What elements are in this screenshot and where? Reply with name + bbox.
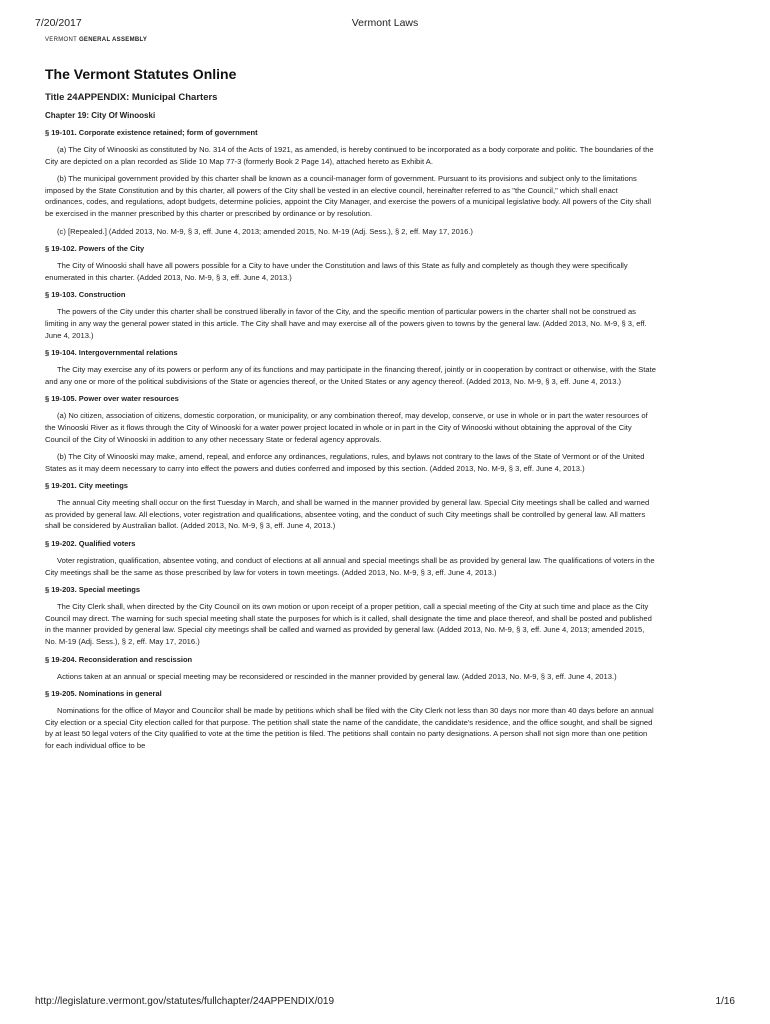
section-heading[interactable]: § 19-103. Construction xyxy=(45,290,126,300)
section-paragraph: The City may exercise any of its powers or perform any of its functions and may participate in the financing thereof, jointly or in cooperation by contract or otherwise, with the State and any one or more of the political subdivisions of the State or agencies thereof, or the United States or any agency thereof. (Added 2013, No. M-9, § 3, eff. June 4, 2013.) xyxy=(45,365,656,386)
brand-general-assembly: GENERAL ASSEMBLY xyxy=(78,37,148,43)
section-heading[interactable]: § 19-105. Power over water resources xyxy=(45,394,179,404)
section-paragraph: (a) The City of Winooski as constituted by No. 314 of the Acts of 1921, as amended, is hereby continued to be incorporated as a body corporate and politic. The boundaries of the City are depicted on a plan recorded as Slide 10 Map 77-3 (formerly Book 2 Page 14), attached hereto as Exhibit A. xyxy=(45,145,654,166)
section-paragraph: The City Clerk shall, when directed by the City Council on its own motion or upon receipt of a proper petition, call a special meeting of the City at such time and place as the City Council may direct. The warning for such special meeting shall state the purposes for which is it called, shall designate the time and place thereof, and shall be posted and published in the manner provided by general law. Special city meetings shall be called and warned as provided by general law. (Added 2013, No. M-9, § 3, eff. June 4, 2013; amended 2015, No. M-19 (Adj. Sess.), § 2, eff. May 17, 2016.) xyxy=(45,602,652,647)
statute-section xyxy=(45,128,657,237)
statute-section xyxy=(45,655,657,683)
statute-section xyxy=(45,689,657,751)
print-footer xyxy=(35,996,735,1010)
brand-vermont: VERMONT xyxy=(45,37,77,43)
print-url: http://legislature.vermont.gov/statutes/fullchapter/24APPENDIX/019 xyxy=(35,996,335,1007)
section-paragraph: (b) The City of Winooski may make, amend, repeal, and enforce any ordinances, regulations, rules, and bylaws not contrary to the laws of the State of Vermont or of the United States as it may deem necessary to carry into effect the powers and duties conferred and imposed by this section. (Added 2013, No. M-9, § 3, eff. June 4, 2013.) xyxy=(45,452,645,473)
section-paragraph: The powers of the City under this charter shall be construed liberally in favor of the City, and the specific mention of particular powers in the charter shall not be construed as limiting in any way the general power stated in this article. The City shall have and may exercise all of the powers given to towns by the general law. (Added 2013, No. M-9, § 3, eff. June 4, 2013.) xyxy=(45,307,647,340)
section-heading[interactable]: § 19-104. Intergovernmental relations xyxy=(45,348,178,358)
section-heading[interactable]: § 19-205. Nominations in general xyxy=(45,689,162,699)
section-paragraph: (c) [Repealed.] (Added 2013, No. M-9, § 3, eff. June 4, 2013; amended 2015, No. M-19 (Adj. Sess.), § 2, eff. May 17, 2016.) xyxy=(57,226,473,236)
page-heading: The Vermont Statutes Online xyxy=(45,66,237,82)
title-heading: Title 24APPENDIX: Municipal Charters xyxy=(45,92,218,103)
statute-section xyxy=(45,539,657,578)
statute-section xyxy=(45,290,657,341)
print-date: 7/20/2017 xyxy=(35,17,82,29)
section-heading[interactable]: § 19-102. Powers of the City xyxy=(45,244,145,254)
section-heading[interactable]: § 19-204. Reconsideration and rescission xyxy=(45,654,193,664)
statute-section xyxy=(45,394,657,474)
print-page-title: Vermont Laws xyxy=(351,17,419,29)
section-paragraph: The annual City meeting shall occur on the first Tuesday in March, and shall be warned in the manner provided by general law. Special City meetings shall be called and warned as provided by general law. All elections, voter registration and qualifications, absentee voting, and the conduct of such City meetings shall be controlled by general law. All matters shall be considered by Australian ballot. (Added 2013, No. M-9, § 3, eff. June 4, 2013.) xyxy=(45,498,650,531)
statute-section xyxy=(45,481,657,532)
section-heading[interactable]: § 19-203. Special meetings xyxy=(45,585,141,595)
section-paragraph: Nominations for the office of Mayor and Councilor shall be made by petitions which shall be filed with the City Clerk not less than 30 days nor more than 40 days before an annual City election or a special City election called for that purpose. The petition shall state the name of the candidate, the candidate's residence, and the office sought, and shall be signed by at least 50 legal voters of the City qualified to vote at the time the petition is filed. The petitions shall contain no party designations. A person shall not sign more than one petition for each individual office to be xyxy=(45,706,654,750)
statute-section xyxy=(45,348,657,387)
statute-section xyxy=(45,585,657,647)
print-header xyxy=(35,17,735,31)
sections-list xyxy=(45,128,657,752)
section-paragraph: (a) No citizen, association of citizens, domestic corporation, or municipality, or any combination thereof, may develop, conserve, or use in whole or in part the water resources of the Winooski River as it flows through the City of Winooski for a water power project located in whole or in part in the City of Winooski without obtaining the approval of the City Council of the City of Winooski in addition to any other necessary State or federal agency approvals. xyxy=(45,411,648,444)
section-paragraph: The City of Winooski shall have all powers possible for a City to have under the Constitution and laws of this State as fully and completely as though they were specifically enumerated in this charter. (Added 2013, No. M-9, § 3, eff. June 4, 2013.) xyxy=(45,261,628,282)
statute-section xyxy=(45,244,657,283)
page-number: 1/16 xyxy=(715,996,735,1007)
chapter-heading: Chapter 19: City Of Winooski xyxy=(45,111,156,120)
section-heading[interactable]: § 19-202. Qualified voters xyxy=(45,539,136,549)
section-heading[interactable]: § 19-201. City meetings xyxy=(45,481,128,491)
section-heading[interactable]: § 19-101. Corporate existence retained; form of government xyxy=(45,128,258,137)
section-paragraph: Voter registration, qualification, absentee voting, and conduct of elections at all annual and special meetings shall be as provided by general law. The qualifications of voters in the City meetings shall be the same as those prescribed by law for voters in town meetings. (Added 2013, No. M-9, § 3, eff. June 4, 2013.) xyxy=(45,556,655,577)
section-paragraph: (b) The municipal government provided by this charter shall be known as a council-manager form of government. Pursuant to its provisions and subject only to the limitations imposed by the State Constitution and by this charter, all powers of the City shall be vested in an elective council, hereinafter referred to as "the Council," which shall enact ordinances, codes, and regulations, adopt budgets, determine policies, appoint the City Manager, and exercise the powers of a municipal legislative body. All powers of the City shall be exercised in the manner prescribed by this charter or prescribed by ordinance or by resolution. xyxy=(45,174,652,218)
section-paragraph: Actions taken at an annual or special meeting may be reconsidered or rescinded in the manner provided by general law. (Added 2013, No. M-9, § 3, eff. June 4, 2013.) xyxy=(57,671,617,681)
statute-content xyxy=(45,66,657,759)
site-brand[interactable] xyxy=(45,37,147,43)
